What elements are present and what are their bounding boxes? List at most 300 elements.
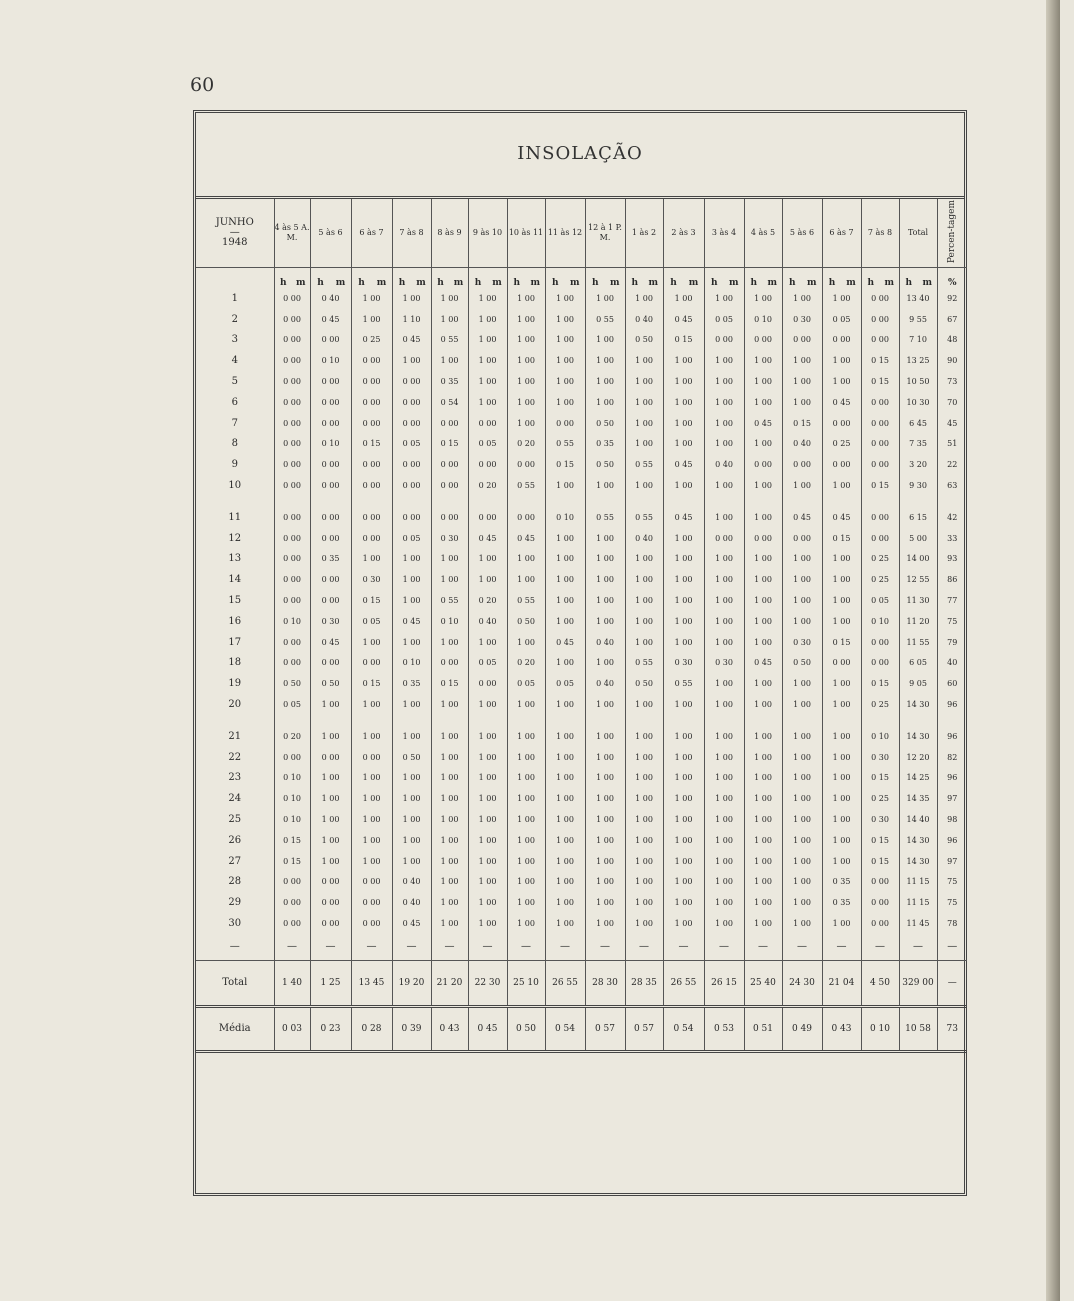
table-row: [196, 507, 967, 528]
pct-cell: 77: [937, 590, 967, 611]
gap-cell: [744, 496, 782, 507]
value-cell: 0 00: [392, 454, 431, 475]
header-month: JUNHO: [215, 217, 254, 228]
value-cell: 1 00: [392, 288, 431, 309]
day-cell: 16: [228, 615, 242, 627]
value-cell: 1 00: [625, 913, 663, 934]
unit-cell: [351, 268, 392, 289]
value-cell: 0 40: [625, 528, 663, 549]
value-cell: 1 00: [704, 371, 744, 392]
value-cell: 0 30: [704, 653, 744, 674]
header-col-10: 1 às 2: [625, 199, 663, 268]
pct-cell: 92: [937, 288, 967, 309]
value-cell: 7 35: [899, 434, 937, 455]
value-cell: 1 00: [663, 632, 704, 653]
value-cell: 0 15: [861, 673, 899, 694]
value-cell: 0 20: [507, 653, 545, 674]
pct-cell: 86: [937, 569, 967, 590]
unit-h: h: [437, 278, 444, 288]
value-cell: 11 20: [899, 611, 937, 632]
value-cell: 0 00: [310, 872, 351, 893]
value-cell: 0 20: [274, 726, 310, 747]
day-cell: 8: [231, 438, 238, 450]
value-cell: 0 00: [744, 528, 782, 549]
value-cell: 1 00: [431, 632, 468, 653]
unit-h: h: [750, 278, 758, 288]
pct-cell: 75: [937, 872, 967, 893]
value-cell: 1 00: [625, 549, 663, 570]
value-cell: 1 00: [392, 788, 431, 809]
day-cell: 27: [228, 855, 242, 867]
value-cell: 1 00: [545, 788, 585, 809]
header-col-13: 4 às 5: [744, 199, 782, 268]
value-cell: 14 25: [899, 768, 937, 789]
value-cell: 1 00: [704, 549, 744, 570]
pct-cell: 63: [937, 475, 967, 496]
value-cell: 1 00: [392, 830, 431, 851]
value-cell: 0 15: [274, 830, 310, 851]
value-cell: 1 00: [431, 851, 468, 872]
unit-m: m: [376, 278, 387, 288]
pct-cell: 98: [937, 809, 967, 830]
value-cell: 0 25: [822, 434, 861, 455]
table-row: [196, 330, 967, 351]
value-cell: 1 00: [310, 851, 351, 872]
value-cell: 25 40: [744, 960, 782, 1006]
value-cell: 0 00: [274, 913, 310, 934]
value-cell: 0 43: [431, 1006, 468, 1051]
pct-cell: 40: [937, 653, 967, 674]
gap-cell: [937, 715, 967, 726]
value-cell: 1 00: [782, 569, 822, 590]
value-cell: 1 00: [507, 392, 545, 413]
gap-cell: [704, 496, 744, 507]
header-col-4: 7 às 8: [392, 199, 431, 268]
value-cell: 1 00: [431, 309, 468, 330]
dash-cell: —: [545, 934, 585, 961]
value-cell: 1 00: [782, 392, 822, 413]
value-cell: 0 15: [861, 768, 899, 789]
value-cell: 0 10: [274, 788, 310, 809]
value-cell: 1 00: [625, 371, 663, 392]
gap-cell: [625, 715, 663, 726]
value-cell: 1 00: [704, 809, 744, 830]
value-cell: 0 00: [861, 413, 899, 434]
value-cell: 1 00: [507, 788, 545, 809]
value-cell: 0 55: [625, 653, 663, 674]
dash-cell: —: [625, 934, 663, 961]
gap-cell: [310, 496, 351, 507]
value-cell: 1 40: [274, 960, 310, 1006]
value-cell: 0 00: [351, 454, 392, 475]
value-cell: 1 00: [822, 694, 861, 715]
value-cell: 0 00: [468, 454, 507, 475]
unit-m: m: [453, 278, 464, 288]
value-cell: 1 00: [822, 830, 861, 851]
value-cell: 0 10: [545, 507, 585, 528]
value-cell: 0 00: [392, 413, 431, 434]
value-cell: 14 30: [899, 830, 937, 851]
value-cell: 1 00: [704, 872, 744, 893]
gap-cell: [274, 496, 310, 507]
value-cell: 0 55: [431, 590, 468, 611]
page-edge: [1046, 0, 1060, 1301]
value-cell: 0 05: [704, 309, 744, 330]
unit-h: h: [551, 278, 559, 288]
value-cell: 1 00: [744, 288, 782, 309]
value-cell: 1 00: [744, 694, 782, 715]
value-cell: 1 00: [744, 434, 782, 455]
title-box: [196, 113, 964, 199]
value-cell: 0 50: [585, 454, 625, 475]
table-row: [196, 288, 967, 309]
table-row: [196, 830, 967, 851]
day-cell: 26: [228, 834, 242, 846]
value-cell: 1 00: [822, 549, 861, 570]
value-cell: 1 00: [822, 673, 861, 694]
value-cell: 1 00: [468, 569, 507, 590]
value-cell: 0 00: [861, 528, 899, 549]
value-cell: 1 00: [507, 350, 545, 371]
value-cell: 1 00: [744, 392, 782, 413]
value-cell: 1 00: [822, 350, 861, 371]
value-cell: 1 00: [744, 892, 782, 913]
value-cell: 1 00: [822, 569, 861, 590]
day-cell: 25: [228, 814, 242, 826]
value-cell: 0 00: [861, 872, 899, 893]
value-cell: 1 00: [431, 830, 468, 851]
value-cell: 1 00: [704, 569, 744, 590]
value-cell: 1 00: [545, 528, 585, 549]
day-cell: 18: [228, 657, 242, 669]
value-cell: 1 00: [310, 768, 351, 789]
day-cell: 19: [228, 678, 242, 690]
value-cell: 1 00: [545, 872, 585, 893]
value-cell: 1 00: [585, 392, 625, 413]
value-cell: 0 00: [310, 475, 351, 496]
value-cell: 11 15: [899, 892, 937, 913]
value-cell: 1 00: [392, 809, 431, 830]
value-cell: 1 00: [545, 892, 585, 913]
value-cell: 10 50: [899, 371, 937, 392]
value-cell: 1 00: [663, 475, 704, 496]
dash-cell: —: [744, 934, 782, 961]
value-cell: 0 00: [822, 454, 861, 475]
value-cell: 0 00: [310, 653, 351, 674]
value-cell: 1 00: [310, 809, 351, 830]
value-cell: 0 00: [861, 330, 899, 351]
value-cell: 0 55: [585, 507, 625, 528]
unit-cell: [899, 268, 937, 289]
value-cell: 1 00: [468, 872, 507, 893]
value-cell: 0 39: [392, 1006, 431, 1051]
value-cell: 1 00: [822, 288, 861, 309]
value-cell: 0 00: [468, 507, 507, 528]
units-blank: [196, 268, 274, 289]
day-cell: 22: [228, 751, 242, 763]
value-cell: 1 00: [431, 768, 468, 789]
table-row: [196, 413, 967, 434]
value-cell: 0 00: [861, 892, 899, 913]
value-cell: 26 55: [663, 960, 704, 1006]
value-cell: 1 00: [782, 350, 822, 371]
value-cell: 1 00: [704, 673, 744, 694]
value-cell: 0 00: [431, 413, 468, 434]
value-cell: 0 00: [310, 392, 351, 413]
value-cell: 0 45: [744, 653, 782, 674]
value-cell: 0 00: [274, 569, 310, 590]
value-cell: 0 20: [507, 434, 545, 455]
value-cell: 0 53: [704, 1006, 744, 1051]
dash-cell: —: [663, 934, 704, 961]
unit-h: h: [279, 278, 287, 288]
value-cell: 1 00: [704, 747, 744, 768]
day-cell: 14: [228, 574, 242, 586]
value-cell: 0 00: [310, 747, 351, 768]
value-cell: 1 00: [625, 768, 663, 789]
gap-cell: [392, 715, 431, 726]
value-cell: 6 05: [899, 653, 937, 674]
value-cell: 0 00: [744, 454, 782, 475]
gap-cell: [507, 715, 545, 726]
table-row: [196, 788, 967, 809]
value-cell: 1 00: [545, 611, 585, 632]
value-cell: 11 55: [899, 632, 937, 653]
dash-cell: —: [392, 934, 431, 961]
value-cell: 1 00: [507, 694, 545, 715]
value-cell: 6 15: [899, 507, 937, 528]
value-cell: 0 50: [585, 413, 625, 434]
value-cell: 0 30: [431, 528, 468, 549]
value-cell: 1 00: [822, 475, 861, 496]
value-cell: 0 15: [431, 673, 468, 694]
value-cell: 0 15: [431, 434, 468, 455]
header-col-15: 6 às 7: [822, 199, 861, 268]
value-cell: 1 00: [625, 632, 663, 653]
value-cell: 1 00: [663, 747, 704, 768]
value-cell: 1 00: [704, 851, 744, 872]
value-cell: 1 00: [468, 788, 507, 809]
unit-m: m: [648, 278, 659, 288]
value-cell: 0 45: [392, 913, 431, 934]
value-cell: 0 05: [274, 694, 310, 715]
value-cell: 1 00: [431, 892, 468, 913]
value-cell: 0 00: [782, 528, 822, 549]
table-row: [196, 653, 967, 674]
media-row: [196, 1006, 967, 1051]
table-row: [196, 726, 967, 747]
value-cell: 1 00: [585, 350, 625, 371]
value-cell: 0 00: [861, 454, 899, 475]
dash-cell: —: [351, 934, 392, 961]
value-cell: 1 00: [704, 632, 744, 653]
day-cell: 24: [228, 793, 242, 805]
pct-cell: 79: [937, 632, 967, 653]
value-cell: 0 25: [861, 549, 899, 570]
value-cell: 1 00: [822, 371, 861, 392]
gap-cell: [744, 715, 782, 726]
header-col-12: 3 às 4: [704, 199, 744, 268]
value-cell: 1 00: [310, 788, 351, 809]
value-cell: 1 00: [663, 569, 704, 590]
value-cell: 0 25: [351, 330, 392, 351]
value-cell: 1 00: [468, 288, 507, 309]
value-cell: 0 15: [545, 454, 585, 475]
value-cell: 0 15: [274, 851, 310, 872]
value-cell: 1 00: [625, 413, 663, 434]
dash-cell: —: [507, 934, 545, 961]
unit-m: m: [728, 278, 739, 288]
unit-m: m: [806, 278, 817, 288]
value-cell: 4 50: [861, 960, 899, 1006]
gap-cell: [861, 496, 899, 507]
value-cell: 0 00: [274, 872, 310, 893]
value-cell: 1 00: [468, 768, 507, 789]
unit-cell: [545, 268, 585, 289]
value-cell: 0 00: [392, 507, 431, 528]
value-cell: 1 00: [822, 913, 861, 934]
pct-cell: 96: [937, 694, 967, 715]
value-cell: 26 15: [704, 960, 744, 1006]
value-cell: 1 00: [545, 747, 585, 768]
value-cell: 1 00: [468, 392, 507, 413]
value-cell: 1 00: [585, 788, 625, 809]
unit-m: m: [295, 278, 306, 288]
value-cell: 1 00: [431, 747, 468, 768]
value-cell: 0 10: [310, 434, 351, 455]
media-pct: 73: [937, 1006, 967, 1051]
value-cell: 0 30: [663, 653, 704, 674]
value-cell: 1 00: [468, 809, 507, 830]
value-cell: 0 54: [663, 1006, 704, 1051]
value-cell: 1 00: [392, 569, 431, 590]
value-cell: 1 00: [663, 726, 704, 747]
value-cell: 0 00: [351, 413, 392, 434]
value-cell: 1 00: [351, 694, 392, 715]
value-cell: 1 00: [704, 892, 744, 913]
value-cell: 0 00: [351, 392, 392, 413]
value-cell: 0 00: [861, 507, 899, 528]
value-cell: 0 00: [310, 330, 351, 351]
pct-cell: 48: [937, 330, 967, 351]
value-cell: 0 00: [274, 392, 310, 413]
media-label: Média: [196, 1006, 274, 1051]
value-cell: 0 43: [822, 1006, 861, 1051]
value-cell: 1 00: [744, 673, 782, 694]
value-cell: 1 00: [704, 768, 744, 789]
dash-cell: —: [937, 934, 967, 961]
unit-h: h: [317, 278, 324, 288]
value-cell: 1 00: [545, 726, 585, 747]
header-col-17: Total: [899, 199, 937, 268]
value-cell: 1 00: [663, 549, 704, 570]
value-cell: 1 00: [704, 913, 744, 934]
table-row: [196, 454, 967, 475]
gap-cell: [782, 715, 822, 726]
value-cell: 1 00: [782, 590, 822, 611]
value-cell: 5 00: [899, 528, 937, 549]
value-cell: 1 00: [431, 549, 468, 570]
unit-h: h: [358, 278, 365, 288]
value-cell: 0 45: [663, 507, 704, 528]
value-cell: 1 00: [351, 632, 392, 653]
pct-cell: 42: [937, 507, 967, 528]
value-cell: 0 00: [744, 330, 782, 351]
value-cell: 0 10: [392, 653, 431, 674]
value-cell: 1 00: [744, 809, 782, 830]
day-cell: 29: [228, 897, 242, 909]
value-cell: 0 00: [274, 549, 310, 570]
gap-cell: [663, 715, 704, 726]
value-cell: 1 00: [663, 528, 704, 549]
value-cell: 0 55: [585, 309, 625, 330]
pct-cell: 51: [937, 434, 967, 455]
value-cell: 1 00: [507, 549, 545, 570]
header-col-16: 7 às 8: [861, 199, 899, 268]
value-cell: 1 00: [704, 413, 744, 434]
value-cell: 1 00: [545, 549, 585, 570]
header-col-5: 8 às 9: [431, 199, 468, 268]
value-cell: 1 00: [704, 788, 744, 809]
value-cell: 0 45: [782, 507, 822, 528]
table-row: [196, 694, 967, 715]
value-cell: 6 45: [899, 413, 937, 434]
value-cell: 1 10: [392, 309, 431, 330]
value-cell: 1 00: [507, 632, 545, 653]
value-cell: 1 00: [468, 747, 507, 768]
value-cell: 0 00: [274, 288, 310, 309]
dash-cell: —: [585, 934, 625, 961]
unit-cell: [431, 268, 468, 289]
value-cell: 0 15: [822, 528, 861, 549]
value-cell: 1 00: [782, 830, 822, 851]
header-col-9: 12 à 1 P. M.: [585, 199, 625, 268]
value-cell: 0 10: [861, 1006, 899, 1051]
pct-cell: 45: [937, 413, 967, 434]
value-cell: 0 40: [625, 309, 663, 330]
unit-h: h: [710, 278, 718, 288]
value-cell: 0 30: [782, 309, 822, 330]
value-cell: 1 00: [744, 371, 782, 392]
value-cell: 1 00: [782, 549, 822, 570]
header-col-8: 11 às 12: [545, 199, 585, 268]
value-cell: 1 00: [663, 788, 704, 809]
pct-cell: 75: [937, 611, 967, 632]
value-cell: 1 00: [507, 830, 545, 851]
value-cell: 0 00: [351, 892, 392, 913]
day-cell: 23: [228, 772, 242, 784]
value-cell: 0 40: [310, 288, 351, 309]
value-cell: 1 00: [507, 892, 545, 913]
value-cell: 0 05: [822, 309, 861, 330]
pct-cell: 82: [937, 747, 967, 768]
value-cell: 1 00: [351, 809, 392, 830]
value-cell: 7 10: [899, 330, 937, 351]
value-cell: 0 10: [431, 611, 468, 632]
day-cell: 9: [231, 459, 238, 471]
value-cell: 0 00: [861, 309, 899, 330]
pct-cell: 22: [937, 454, 967, 475]
unit-m: m: [335, 278, 346, 288]
value-cell: 0 23: [310, 1006, 351, 1051]
value-cell: 1 00: [782, 913, 822, 934]
table-row: [196, 549, 967, 570]
value-cell: 0 40: [782, 434, 822, 455]
value-cell: 1 00: [782, 809, 822, 830]
total-row: [196, 960, 967, 1006]
value-cell: 1 00: [663, 694, 704, 715]
value-cell: 1 00: [822, 768, 861, 789]
